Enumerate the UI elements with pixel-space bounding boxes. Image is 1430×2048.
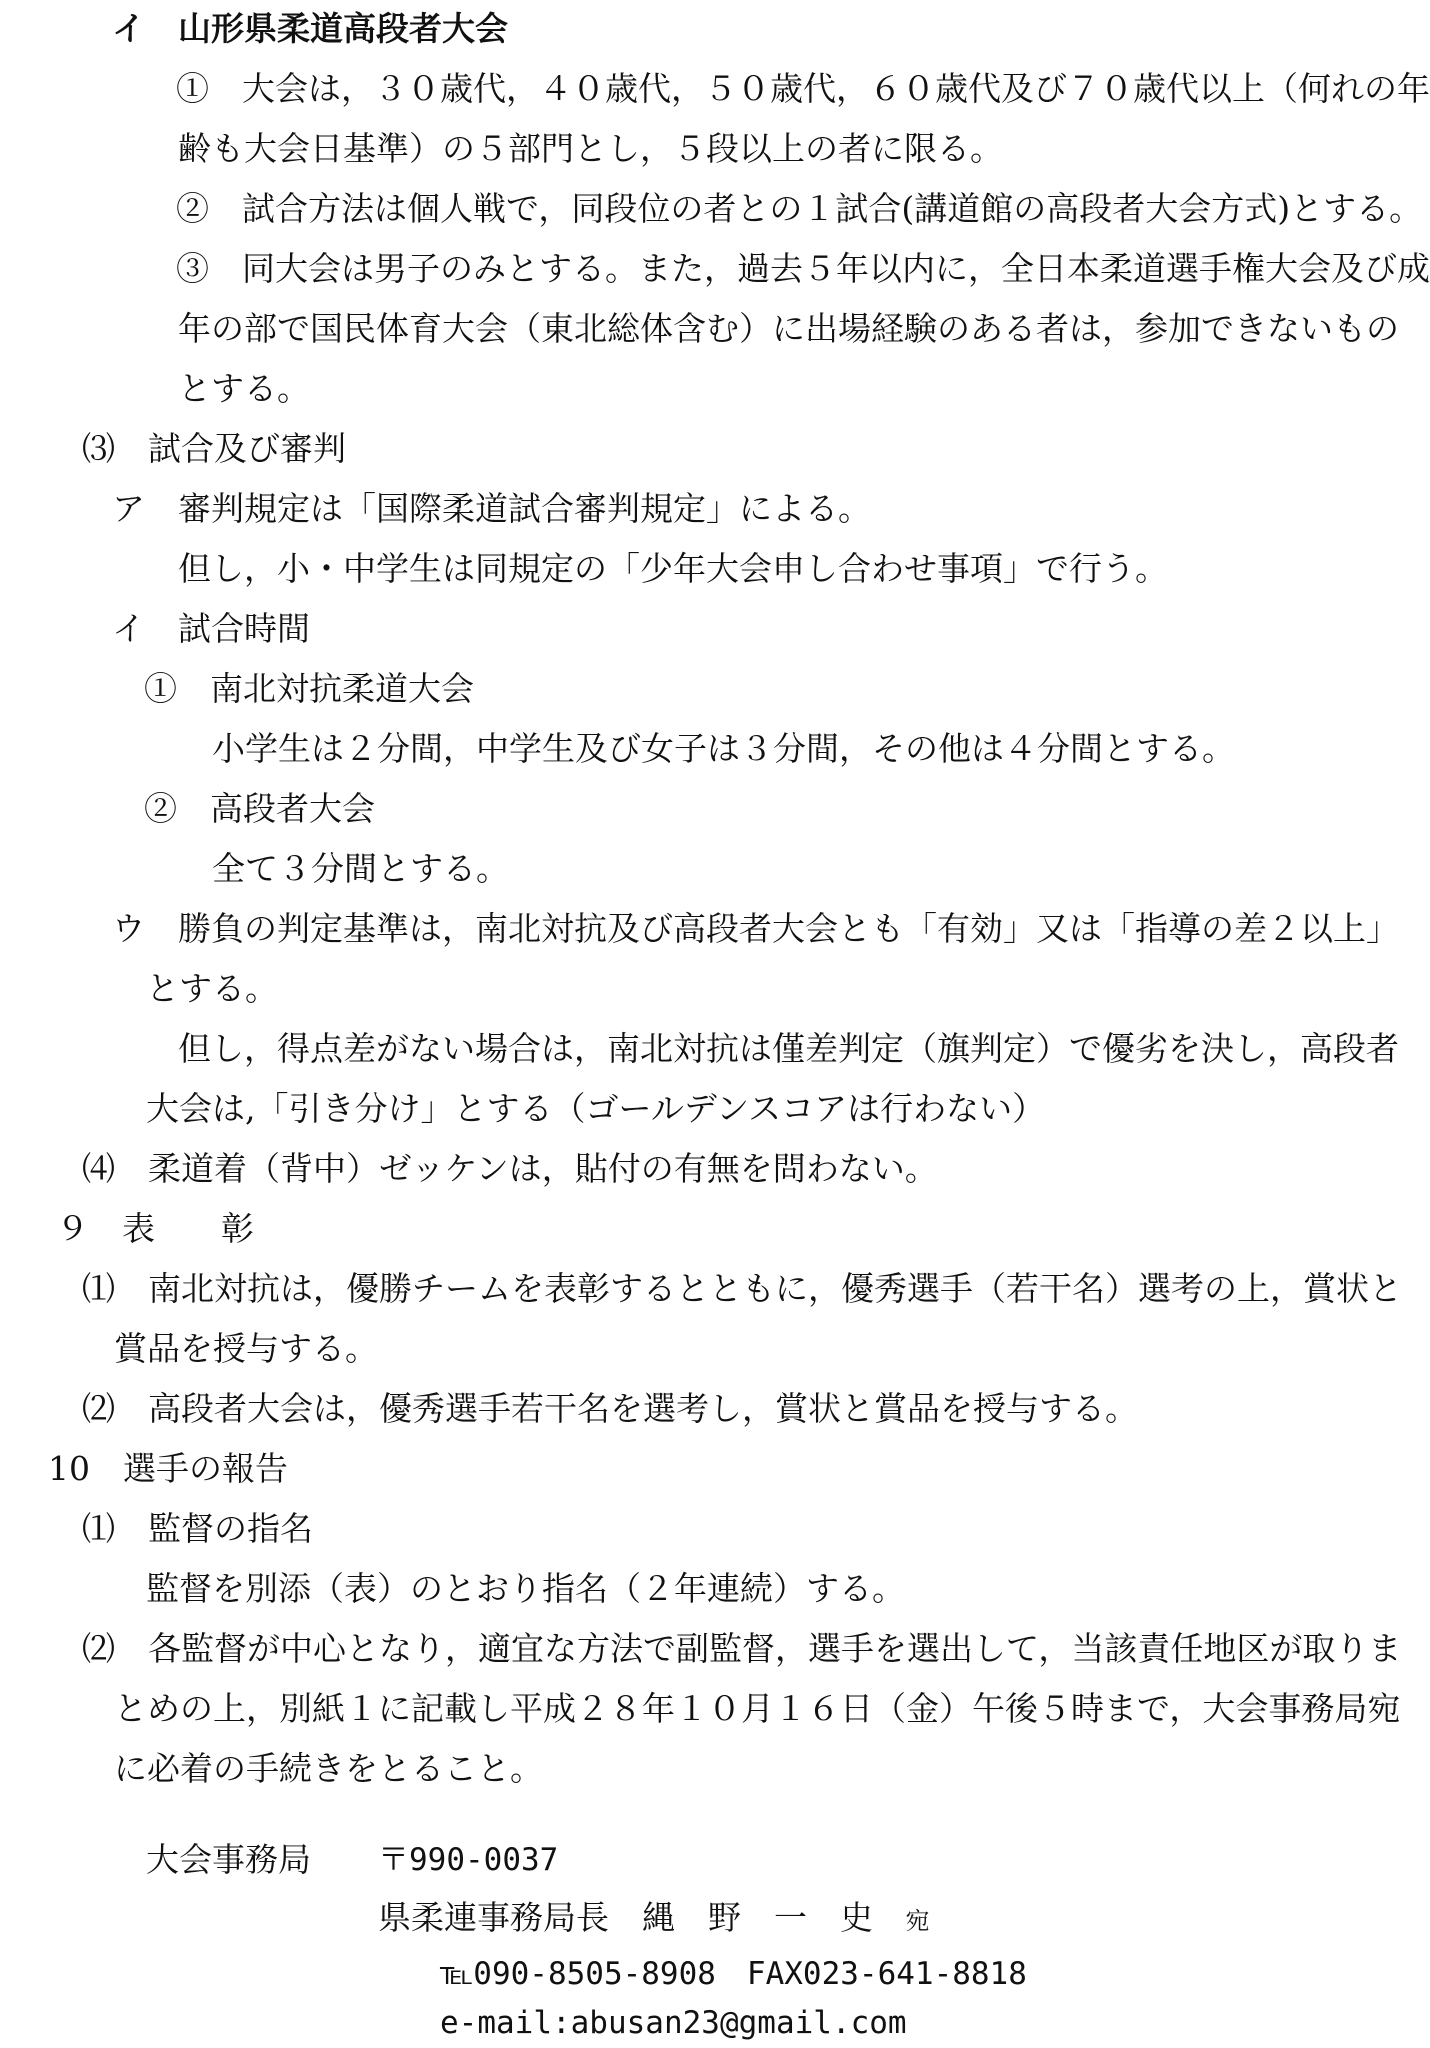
section-3-i1-body: 小学生は２分間，中学生及び女子は３分間，その他は４分間とする。 (212, 729, 1235, 768)
section-9-heading: ９ 表 彰 (56, 1209, 254, 1248)
section-3-a-line1: ア 審判規定は「国際柔道試合審判規定」による。 (112, 489, 871, 528)
contact-person (378, 1898, 930, 1938)
section-9-p1-line1: ⑴ 南北対抗は，優勝チームを表彰するとともに，優秀選手（若干名）選考の上，賞状と (82, 1269, 1402, 1308)
section-10-p1-body: 監督を別添（表）のとおり指名（２年連続）する。 (146, 1569, 905, 1608)
section-i-item1-line2: 齢も大会日基準）の５部門とし，５段以上の者に限る。 (178, 129, 1003, 168)
section-9-p1-line2: 賞品を授与する。 (114, 1329, 378, 1368)
section-3-i2-title: ② 高段者大会 (144, 789, 375, 828)
section-3-u-line2: とする。 (146, 969, 278, 1008)
section-10-p2-line3: に必着の手続きをとること。 (114, 1749, 543, 1788)
section-10-p2-line1: ⑵ 各監督が中心となり，適宜な方法で副監督，選手を選出して，当該責任地区が取りま (82, 1629, 1402, 1668)
contact-phone-fax: ℡090-8505-8908 FAX023-641-8818 (440, 1956, 1027, 1992)
contact-postal: 〒990-0037 (378, 1842, 559, 1878)
section-10-p2-line2: とめの上，別紙１に記載し平成２８年１０月１６日（金）午後５時まで，大会事務局宛 (114, 1689, 1401, 1728)
section-i-item3-line1: ③ 同大会は男子のみとする。また，過去５年以内に，全日本柔道選手権大会及び成 (176, 249, 1430, 288)
section-10-heading: 10 選手の報告 (48, 1449, 288, 1488)
section-3-u-line4: 大会は,「引き分け」とする（ゴールデンスコアは行わない） (146, 1089, 1046, 1128)
section-3-a-line2: 但し，小・中学生は同規定の「少年大会申し合わせ事項」で行う。 (178, 549, 1168, 588)
section-3-u-line1: ウ 勝負の判定基準は，南北対抗及び高段者大会とも「有効」又は「指導の差２以上」 (112, 909, 1399, 948)
contact-honorific: 宛 (905, 1907, 930, 1935)
section-3-heading: ⑶ 試合及び審判 (82, 429, 346, 468)
section-i-item2: ② 試合方法は個人戦で，同段位の者との１試合(講道館の高段者大会方式)とする。 (176, 189, 1423, 228)
section-3-i1-title: ① 南北対抗柔道大会 (144, 669, 474, 708)
contact-office-label: 大会事務局 (146, 1840, 311, 1879)
section-i-item3-line3: とする。 (178, 369, 310, 408)
section-9-p2: ⑵ 高段者大会は，優秀選手若干名を選考し，賞状と賞品を授与する。 (82, 1389, 1138, 1428)
contact-email: e-mail:abusan23@gmail.com (440, 2005, 907, 2041)
section-i-item3-line2: 年の部で国民体育大会（東北総体含む）に出場経験のある者は，参加できないもの (178, 309, 1399, 348)
section-4-text: ⑷ 柔道着（背中）ゼッケンは，貼付の有無を問わない。 (82, 1149, 938, 1188)
contact-person-name: 県柔連事務局長 縄 野 一 史 (378, 1898, 873, 1937)
section-3-i2-body: 全て３分間とする。 (212, 849, 509, 888)
section-3-u-line3: 但し，得点差がない場合は，南北対抗は僅差判定（旗判定）で優劣を決し，高段者 (178, 1029, 1399, 1068)
section-i-item1-line1: ① 大会は，３０歳代，４０歳代，５０歳代，６０歳代及び７０歳代以上（何れの年 (176, 69, 1430, 108)
section-10-p1-title: ⑴ 監督の指名 (82, 1509, 313, 1548)
section-3-i-heading: イ 試合時間 (112, 609, 310, 648)
section-i-heading: イ 山形県柔道高段者大会 (112, 9, 508, 48)
